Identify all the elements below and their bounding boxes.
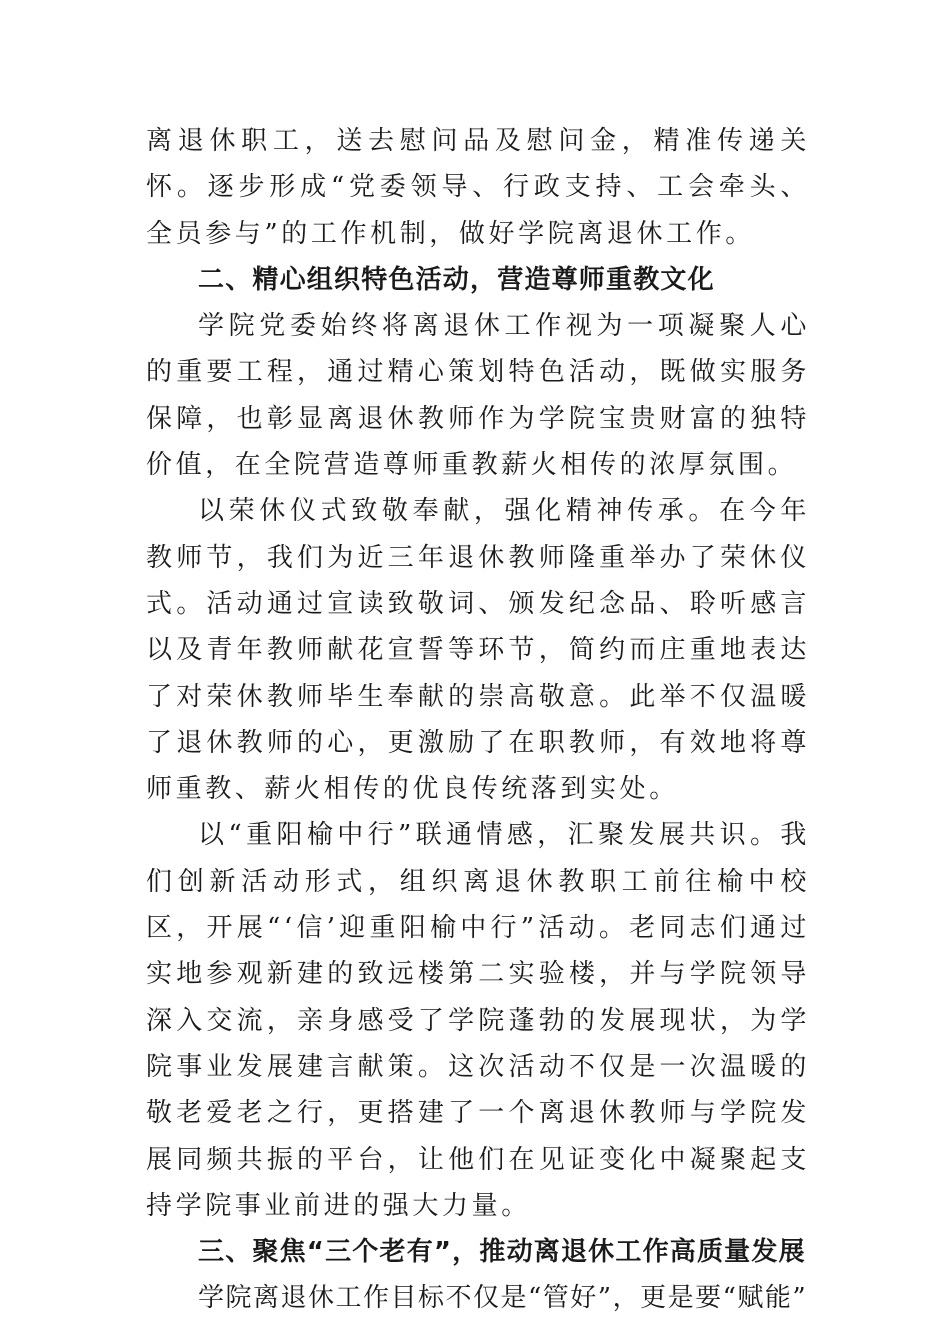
- document-body: [146, 118, 810, 1322]
- section-heading-2: 二、精心组织特色活动，营造尊师重教文化: [198, 264, 715, 295]
- paragraph-section2-intro: 学院党委始终将离退休工作视为一项凝聚人心的重要工程，通过精心策划特色活动，既做实服务保障，也彰显离退休教师作为学院宝贵财富的独特价值，在全院营造尊师重教薪火相传的浓厚氛围。: [146, 311, 810, 481]
- paragraph-continuation: 离退休职工，送去慰问品及慰问金，精准传递关怀。逐步形成“党委领导、行政支持、工会牵头、全员参与”的工作机制，做好学院离退休工作。: [146, 126, 810, 249]
- paragraph-retirement-ceremony: 以荣休仪式致敬奉献，强化精神传承。在今年教师节，我们为近三年退休教师隆重举办了荣休仪式。活动通过宣读致敬词、颁发纪念品、聆听感言以及青年教师献花宣誓等环节，简约而庄重地表达了对荣休教师毕生奉献的崇高敬意。此举不仅温暖了退休教师的心，更激励了在职教师，有效地将尊师重教、薪火相传的优良传统落到实处。: [146, 496, 810, 805]
- paragraph-chongyang-activity: 以“重阳榆中行”联通情感，汇聚发展共识。我们创新活动形式，组织离退休教职工前往榆中校区，开展“‘信’迎重阳榆中行”活动。老同志们通过实地参观新建的致远楼第二实验楼，并与学院领导深入交流，亲身感受了学院蓬勃的发展现状，为学院事业发展建言献策。这次活动不仅是一次温暖的敬老爱老之行，更搭建了一个离退休教师与学院发展同频共振的平台，让他们在见证变化中凝聚起支持学院事业前进的强大力量。: [146, 820, 810, 1221]
- section-heading-3: 三、聚焦“三个老有”，推动离退休工作高质量发展: [198, 1237, 806, 1268]
- paragraph-section3-intro: 学院离退休工作目标不仅是“管好”，更是要“赋能”: [198, 1283, 808, 1314]
